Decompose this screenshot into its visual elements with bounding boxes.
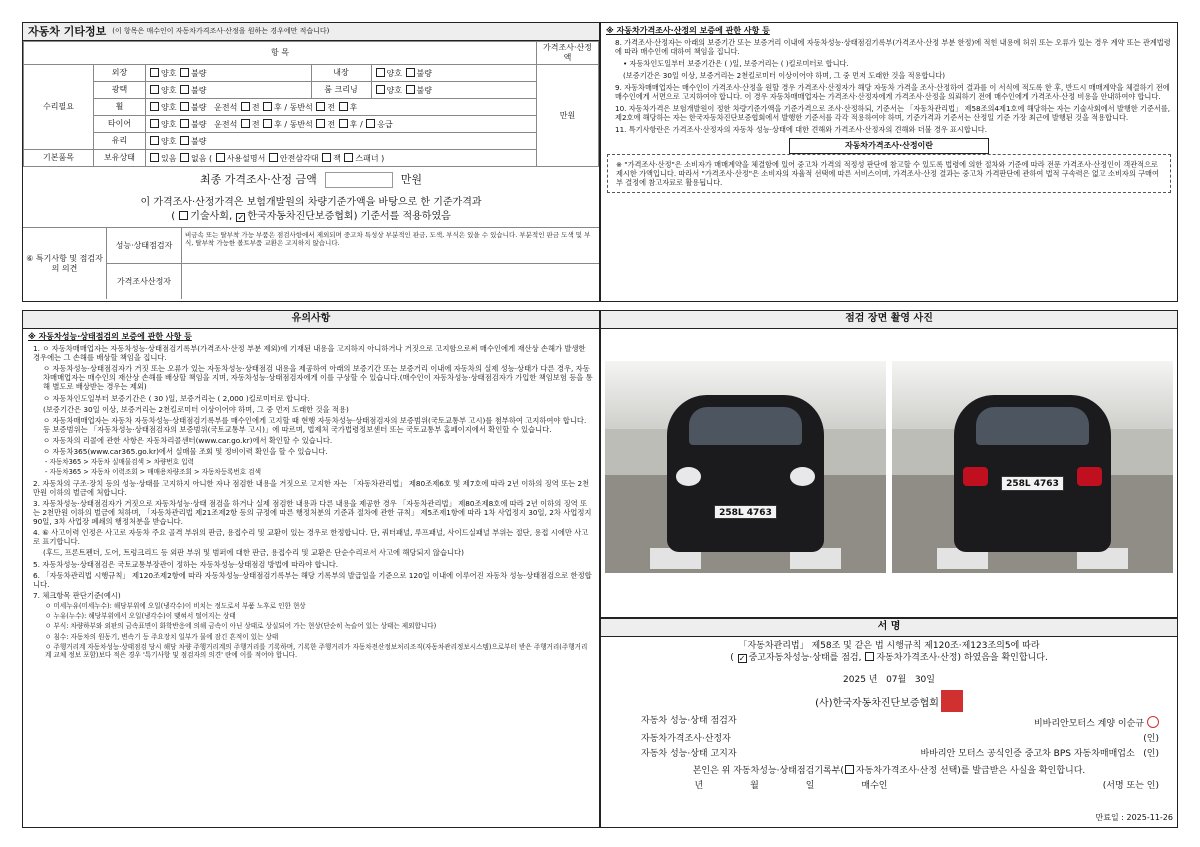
price-value: 만원 [537,65,599,167]
etc-title: 자동차 기타정보 [28,24,107,38]
photos-panel [600,310,1178,618]
note-paragraph: (후드, 프론트펜더, 도어, 트렁크리드 등 외판 부위 및 범퍼에 대한 판금, 용접수리 및 교환은 단순수리로서 사고에 해당되지 않습니다) [43,548,464,558]
glass-options[interactable]: 양호 불량 [146,133,537,150]
price-warranty-panel [600,22,1178,302]
notes-title: 유의사항 [291,313,331,325]
holding-options[interactable]: 있음 없음 ( 사용설명서 안전삼각대 잭 스패너 ) [146,150,537,167]
room-options[interactable]: 양호 불량 [371,82,537,99]
sign-line2: ( ✓ 중고자동차성능·상태를 점검, 자동차가격조사·산정) 하였음을 확인합니다. [730,653,1048,664]
special-price-text[interactable] [182,264,599,299]
note-paragraph: 6. 「자동차관리법 시행규칙」 제120조제2항에 따라 자동차성능·상태점검기록부는 해당 기록부의 발급일을 기준으로 120일 이내에 이루어진 자동차 성능·상태점검으로 한정합니다. [33,570,592,589]
note-paragraph: 7. 체크항목 판단기준(예시) [33,590,121,600]
car-rear [954,395,1111,552]
checkbox[interactable] [865,652,874,661]
association-seal-icon [941,690,963,712]
price-section-title: ※ 자동차가격조사·산정의 보증에 관한 사항 등 [606,26,770,35]
checkbox[interactable] [180,136,189,145]
etc-subtitle: (이 항목은 매수인이 자동차가격조사·산정을 원하는 경우에만 적습니다) [112,27,330,36]
note-paragraph: 1. ㅇ 자동차매매업자는 자동차성능·상태점검기록부(가격조사·산정 부분 제외)에 기재된 내용을 고지하지 아니하거나 거짓으로 고지함으로써 매수인에게 재산상 손해가 발생한 경우에는 그 손해를 배상할 책임을 집니다. [33,344,586,363]
sign-header [601,619,1177,637]
etc-header [23,23,599,41]
checkbox[interactable] [376,68,385,77]
checkbox[interactable] [150,68,159,77]
checkbox[interactable] [322,153,331,162]
col-price: 가격조사·산정액 [537,42,599,65]
checkbox[interactable] [406,68,415,77]
vehicle-etc-info-panel [22,22,600,302]
notifier-line: 자동차 성능·상태 고지자 바바리안 모터스 공식인증 중고차 BPS 자동차매매업소 (인) [641,749,1159,760]
confirm-line: 본인은 위 자동차성능·상태점검기록부( 자동차가격조사·산정 선택)를 발급받은 사실을 확인합니다. [692,765,1086,776]
price-item: 11. 특기사항란은 가격조사·산정자의 자동차 성능·상태에 대한 견해와 가격조사·산정자의 견해와 더불 경우 표시합니다. [615,125,988,134]
note-paragraph: ㅇ 누유(누수): 해당부위에서 오일(냉각수)이 맺혀서 떨어지는 상태 [45,612,236,621]
sign-date: 2025 년 07월 30일 [843,674,935,685]
row-exterior: 외장 [94,65,146,82]
front-photo [605,361,886,573]
final-price-row [23,167,599,193]
note-paragraph: ㅇ 주행거리계 자동차성능·상태점검 당시 해당 차량 주행거리계의 주행거리를 기록하며, 기록한 주행거리가 자동차전산정보처리조직(자동차관리정보시스템)으로부터 받은 주행거리(주행거리계 교체 정보 포함)보다 적은 경우 '특기사항 및 점검자의 의견' 란에 이를 적어야 합니다. [45,642,588,660]
checkbox[interactable] [180,68,189,77]
etc-table [23,41,599,167]
rear-plate: 258L 4763 [1001,476,1064,490]
notes-panel [22,310,600,828]
signature-panel [600,618,1178,828]
inspector-line: 자동차 성능·상태 점검자 비바리안모터스 계양 이순규 [611,716,1167,730]
checkbox[interactable] [180,119,189,128]
front-plate: 258L 4763 [714,505,777,519]
gloss-options[interactable]: 양호 불량 [146,82,312,99]
checkbox[interactable] [316,119,325,128]
price-item: • 자동차인도일부터 보증기간은 ( )일, 보증거리는 ( )킬로미터로 합니다. [623,59,849,68]
tire-options[interactable]: 양호 불량 운전석 전 후 / 동반석 전 후 / 응급 [146,116,537,133]
note-paragraph: ㅇ 자동차매매업자는 자동차 자동차성능·상태점검기록부를 매수인에게 고지할 때 현행 자동차성능·상태점검자의 보증범위(국토교통부 고시)를 첨부하여 고지하여야 합니다. 등 보증범위는 「자동차성능·상태점검자의 보증범위(국토교통부 고시)」에 따르며, 법제처 국가법령정보센터 또는 국토교통부 홈페이지에서 확인할 수 있습니다. [43,415,587,434]
checkbox[interactable] [150,119,159,128]
note-paragraph: ㅇ 자동차365(www.car365.go.kr)에서 실매물 조회 및 정비이력 확인을 할 수 있습니다. [43,447,328,457]
note-paragraph: - 자동차365 > 자동차 실매물검색 > 차량번호 입력 [45,458,194,467]
special-notes [23,227,599,299]
buyer-sign[interactable]: (서명 또는 인) [1102,780,1159,791]
buyer-line: 년 월 일 매수인 (서명 또는 인) [611,781,1167,792]
row-interior: 내장 [311,65,371,82]
price-item: (보증기간은 30일 이상, 보증거리는 2천킬로미터 이상이어야 하며, 그 중 먼저 도래한 것을 적용합니다) [623,71,946,80]
row-tire: 타이어 [94,116,146,133]
group-repair: 수리필요 [24,65,94,150]
checkbox-checked[interactable]: ✓ [237,212,245,222]
checkbox[interactable] [366,119,375,128]
price-item: 9. 자동차매매업자는 매수인이 가격조사·산정을 원할 경우 가격조사·산정자가 해당 자동차 가격을 조사·산정하여 결과를 이 서식에 적도록 한 후, 반드시 매매계약을 체결하기 전에 매수인에게 서면으로 고지하여야 합니다. 이 경우 자동차매매업자는 가격조사·산정자에게 가격조사·산정을 의뢰하기 전에 매수인에게 가격조사·산정 비용을 안내하여야 합니다. [615,83,1170,101]
checkbox[interactable] [241,102,250,111]
sign-org: (사)한국자동차진단보증협회 [611,690,1167,712]
checkbox[interactable] [150,153,159,162]
checkbox[interactable] [344,153,353,162]
final-price-field[interactable] [325,172,393,188]
col-item: 항 목 [24,42,537,65]
note-paragraph: ㅇ 미세누유(미세누수): 해당부위에 오일(냉각수)이 비치는 정도로서 부품 노후로 인한 현상 [45,601,306,610]
checkbox[interactable] [339,102,348,111]
notes-header [23,311,599,329]
exterior-options[interactable]: 양호 불량 [146,65,312,82]
checkbox[interactable] [406,85,415,94]
checkbox[interactable] [339,119,348,128]
checkbox[interactable] [269,153,278,162]
price-basis-options: ( 기술사회, ✓ 한국자동차진단보증협회) 기준서를 적용하였음 [171,210,451,222]
car-front [667,395,824,552]
notes-body [23,344,599,659]
final-price-label: 최종 가격조사·산정 금액 [199,173,317,187]
checkbox[interactable] [179,211,188,220]
special-label: ⑥ 특기사항 및 점검자의 의견 [23,228,107,299]
price-assessor-line: 자동차가격조사·산정자 (인) [641,734,1159,744]
wheel-options[interactable]: 양호 불량 운전석 전 후 / 동반석 전 후 [146,99,537,116]
price-items [601,38,1177,134]
note-paragraph: 5. 자동차성능·상태점검은 국토교통부장관이 정하는 자동차성능·상태점검 방법에 따라야 합니다. [33,559,339,569]
photos-title: 점검 장면 촬영 사진 [845,313,933,325]
checkbox[interactable] [316,102,325,111]
checkbox[interactable] [216,153,225,162]
checkbox[interactable] [376,85,385,94]
note-paragraph: ㅇ 자동차인도일부터 보증기간은 ( 30 )일, 보증거리는 ( 2,000 )킬로미터로 합니다. [43,393,310,403]
row-wheel: 휠 [94,99,146,116]
row-holding: 보유상태 [94,150,146,167]
row-room: 룸 크리닝 [311,82,371,99]
notes-section-title: ※ 자동차성능·상태점검의 보증에 관한 사항 등 [28,332,192,341]
special-inspector-text: 비금속 또는 탈부착 가능 부품은 점검사항에서 제외되며 중고차 특성상 부분적인 판금, 도색, 부식은 있을 수 있습니다. 부분적인 판금 도색 및 부식, 탈부착 가능한 볼트부품 교환은 고지하지 않습니다. [185,231,591,248]
note-paragraph: 2. 자동차의 구조·장치 등의 성능·상태를 고지하지 아니한 자나 점검한 내용을 거짓으로 고지한 자는 「자동차관리법」 제80조제6호 및 제7호에 따라 2년 이하의 징역 또는 2천만원 이하의 벌금에 처합니다. [33,478,590,497]
note-paragraph: (보증기간은 30일 이상, 보증거리는 2천킬로미터 이상이어야 하며, 그 중 먼저 도래한 것을 적용) [43,404,349,414]
note-paragraph: 3. 자동차성능·상태점검자가 거짓으로 자동차성능·상태 점검을 하거나 실제 점검한 내용과 다른 내용을 제공한 경우 「자동차관리법」 제80조제8호에 따라 2년 이하의 징역 또는 2천만원 이하의 벌금에 처하며, 「자동차관리법 제21조제2항 등의 규정에 따른 행정처분의 기준과 절차에 관한 규칙」 제5조제1항에 따라 1차 사업정지 30일, 2차 사업정지 90일, 3차 사업장 폐쇄의 행정처분을 받습니다. [33,498,592,527]
row-gloss: 광택 [94,82,146,99]
interior-options[interactable]: 양호 불량 [371,65,537,82]
checkbox-checked[interactable]: ✓ [738,654,746,664]
stamp-icon [1147,716,1159,728]
checkbox[interactable] [150,85,159,94]
note-paragraph: - 자동차365 > 자동차 이력조회 > 매매용차량조회 > 자동차등록번호 검색 [45,468,262,477]
price-box-title: 자동차가격조사·산정이란 [789,138,989,154]
special-price-label: 가격조사산정자 [107,264,182,299]
price-basis-line: 이 가격조사·산정가격은 보험개발원의 차량기준가액을 바탕으로 한 기준가격과 [140,197,482,208]
group-basic: 기본품목 [24,150,94,167]
price-item: 10. 자동차가격은 보험개발원이 정한 차량기준가액을 기준가격으로 조사·산정하되, 기준서는 「자동차관리법」 제58조의4제1호에 해당하는 자는 기술사회에서 발행한 기준서를, 제2호에 해당하는 자는 한국자동차진단보증협회에서 발행한 기준서를 각각 적용하여야 하며, 기준가격과 기준서는 산정일 기준 가장 최근에 발행된 것을 적용합니다. [615,104,1171,122]
checkbox[interactable] [150,136,159,145]
checkbox[interactable] [241,119,250,128]
sign-body [601,637,1177,796]
sign-title: 서 명 [877,621,901,633]
note-paragraph: ㅇ 침수: 자동차의 원동기, 변속기 등 주요장치 일부가 물에 잠긴 흔적이 있는 상태 [45,632,279,641]
price-box-text: ※ "가격조사·산정"은 소비자가 매매계약을 체결함에 있어 중고차 가격의 적정성 판단에 참고할 수 있도록 법령에 의한 절차와 기준에 따라 전문 가격조사·산정인이 객관적으로 제시한 가액입니다. 따라서 "가격조사·산정"은 소비자의 자율적 선택에 따른 서비스이며, 가격조사·산정 결과는 중고차 가격판단에 관하여 법적 구속력은 없고 소비자의 구매여부 결정에 참고자료로 활용됩니다. [607,154,1171,193]
checkbox[interactable] [150,102,159,111]
final-price-unit: 만원 [400,173,422,187]
checkbox[interactable] [180,102,189,111]
expiry-date: 만료일 : 2025-11-26 [1095,813,1173,822]
checkbox[interactable] [263,102,272,111]
row-glass: 유리 [94,133,146,150]
note-paragraph: ㅇ 자동차의 리콜에 관한 사항은 자동차리콜센터(www.car.go.kr)에서 확인할 수 있습니다. [43,435,333,445]
note-paragraph: 4. ⑥ 사고이력 인정은 사고로 자동차 주요 골격 부위의 판금, 용접수리 및 교환이 있는 경우로 한정합니다. 단, 쿼터패널, 루프패널, 사이드실패널 부위는 절단, 용접 시에만 사고로 표기합니다. [33,528,589,547]
checkbox[interactable] [180,85,189,94]
special-inspector-label: 성능·상태점검자 [107,228,182,263]
rear-photo [892,361,1173,573]
checkbox[interactable] [180,153,189,162]
price-item: 8. 가격조사·산정자는 아래의 보증기간 또는 보증거리 이내에 자동차성능·상태점검기록부(가격조사·산정 부분 한정)에 적힌 내용에 허위 또는 오류가 있는 경우 계약 또는 관계법령에 따라 매수인에 대하여 책임을 집니다. [615,38,1171,56]
checkbox[interactable] [845,765,854,774]
note-paragraph: ㅇ 부식: 차량하부와 외판의 금속표면이 화학반응에 의해 금속이 아닌 상태로 상실되어 가는 현상(단순히 녹슬어 있는 상태는 제외합니다) [45,622,437,631]
sign-line1: 「자동차관리법」 제58조 및 같은 법 시행규칙 제120조·제123조의5에 따라 [738,641,1040,651]
note-paragraph: ㅇ 자동차성능·상태점검자가 거짓 또는 오류가 있는 자동차성능·상태점검 내용을 제공하여 아래의 보증기간 또는 보증거리 이내에 자동차의 실제 성능·상태가 다른 경우, 자동차매매업자는 매수인의 재산상 손해를 배상할 책임을 지며, 자동차성능·상태점검자에게 이를 구상할 수 있습니다.(매수인이 자동차성능·상태점검자가 가입한 책임보험 등을 통해 별도로 배상받는 경우는 제외) [43,364,593,392]
photo-row [601,329,1177,573]
checkbox[interactable] [263,119,272,128]
photos-header [601,311,1177,329]
